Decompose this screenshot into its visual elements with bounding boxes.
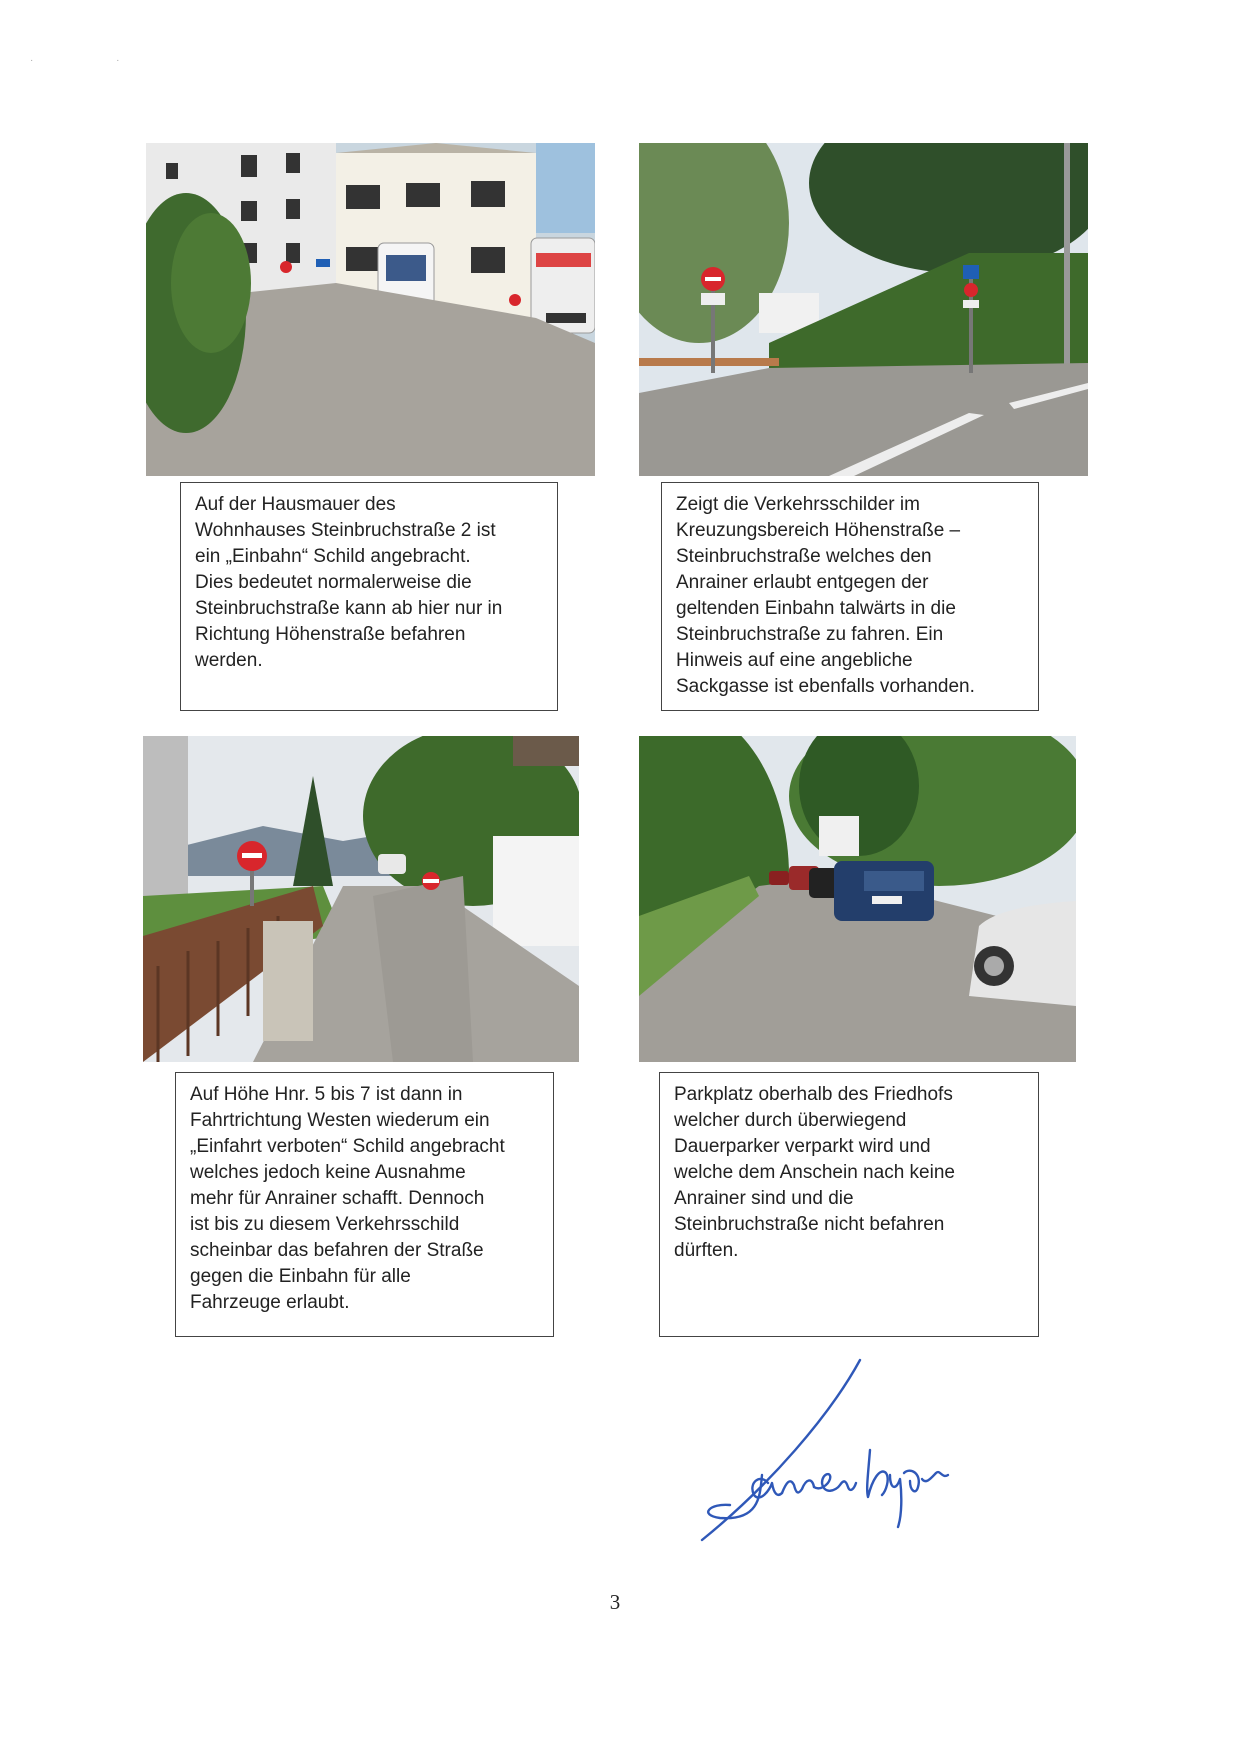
caption-line: Kreuzungsbereich Höhenstraße –	[676, 520, 961, 541]
photo-crossing-hoehenstrasse	[639, 143, 1088, 476]
caption-line: Dauerparker verparkt wird und	[674, 1136, 931, 1157]
caption-line: Steinbruchstraße nicht befahren	[674, 1214, 945, 1235]
caption-line: Auf Höhe Hnr. 5 bis 7 ist dann in	[190, 1084, 463, 1105]
caption-line: Hinweis auf eine angebliche	[676, 650, 913, 671]
caption-line: Fahrzeuge erlaubt.	[190, 1292, 350, 1313]
caption-line: welche dem Anschein nach keine	[674, 1162, 955, 1183]
caption-line: Sackgasse ist ebenfalls vorhanden.	[676, 676, 975, 697]
page-number: 3	[609, 1590, 621, 1614]
caption-line: Steinbruchstraße zu fahren. Ein	[676, 624, 944, 645]
scan-artifact: · ·	[30, 55, 160, 66]
caption-line: ein „Einbahn“ Schild angebracht.	[195, 546, 471, 567]
caption-line: dürften.	[674, 1240, 739, 1261]
photo-parking-above-cemetery	[639, 736, 1076, 1062]
caption-line: gegen die Einbahn für alle	[190, 1266, 411, 1287]
caption-line: Fahrtrichtung Westen wiederum ein	[190, 1110, 490, 1131]
caption-line: welcher durch überwiegend	[674, 1110, 907, 1131]
caption-line: ist bis zu diesem Verkehrsschild	[190, 1214, 460, 1235]
caption-line: geltenden Einbahn talwärts in die	[676, 598, 956, 619]
caption-1	[180, 482, 558, 711]
caption-line: Zeigt die Verkehrsschilder im	[676, 494, 920, 515]
caption-3	[175, 1072, 554, 1337]
caption-line: Wohnhauses Steinbruchstraße 2 ist	[195, 520, 496, 541]
caption-line: Richtung Höhenstraße befahren	[195, 624, 466, 645]
caption-line: „Einfahrt verboten“ Schild angebracht	[190, 1136, 505, 1157]
caption-4	[659, 1072, 1039, 1337]
caption-line: Dies bedeutet normalerweise die	[195, 572, 472, 593]
caption-line: werden.	[195, 650, 263, 671]
caption-line: welches jedoch keine Ausnahme	[190, 1162, 466, 1183]
caption-line: Anrainer sind und die	[674, 1188, 854, 1209]
caption-line: scheinbar das befahren der Straße	[190, 1240, 484, 1261]
caption-line: Auf der Hausmauer des	[195, 494, 396, 515]
caption-line: Anrainer erlaubt entgegen der	[676, 572, 929, 593]
caption-line: Steinbruchstraße kann ab hier nur in	[195, 598, 503, 619]
caption-line: mehr für Anrainer schafft. Dennoch	[190, 1188, 485, 1209]
photo-house-steinbruchstrasse-2	[146, 143, 595, 476]
caption-line: Parkplatz oberhalb des Friedhofs	[674, 1084, 953, 1105]
signature	[690, 1355, 1010, 1545]
caption-line: Steinbruchstraße welches den	[676, 546, 932, 567]
caption-2	[661, 482, 1039, 711]
photo-no-entry-hnr-5-7	[143, 736, 579, 1062]
